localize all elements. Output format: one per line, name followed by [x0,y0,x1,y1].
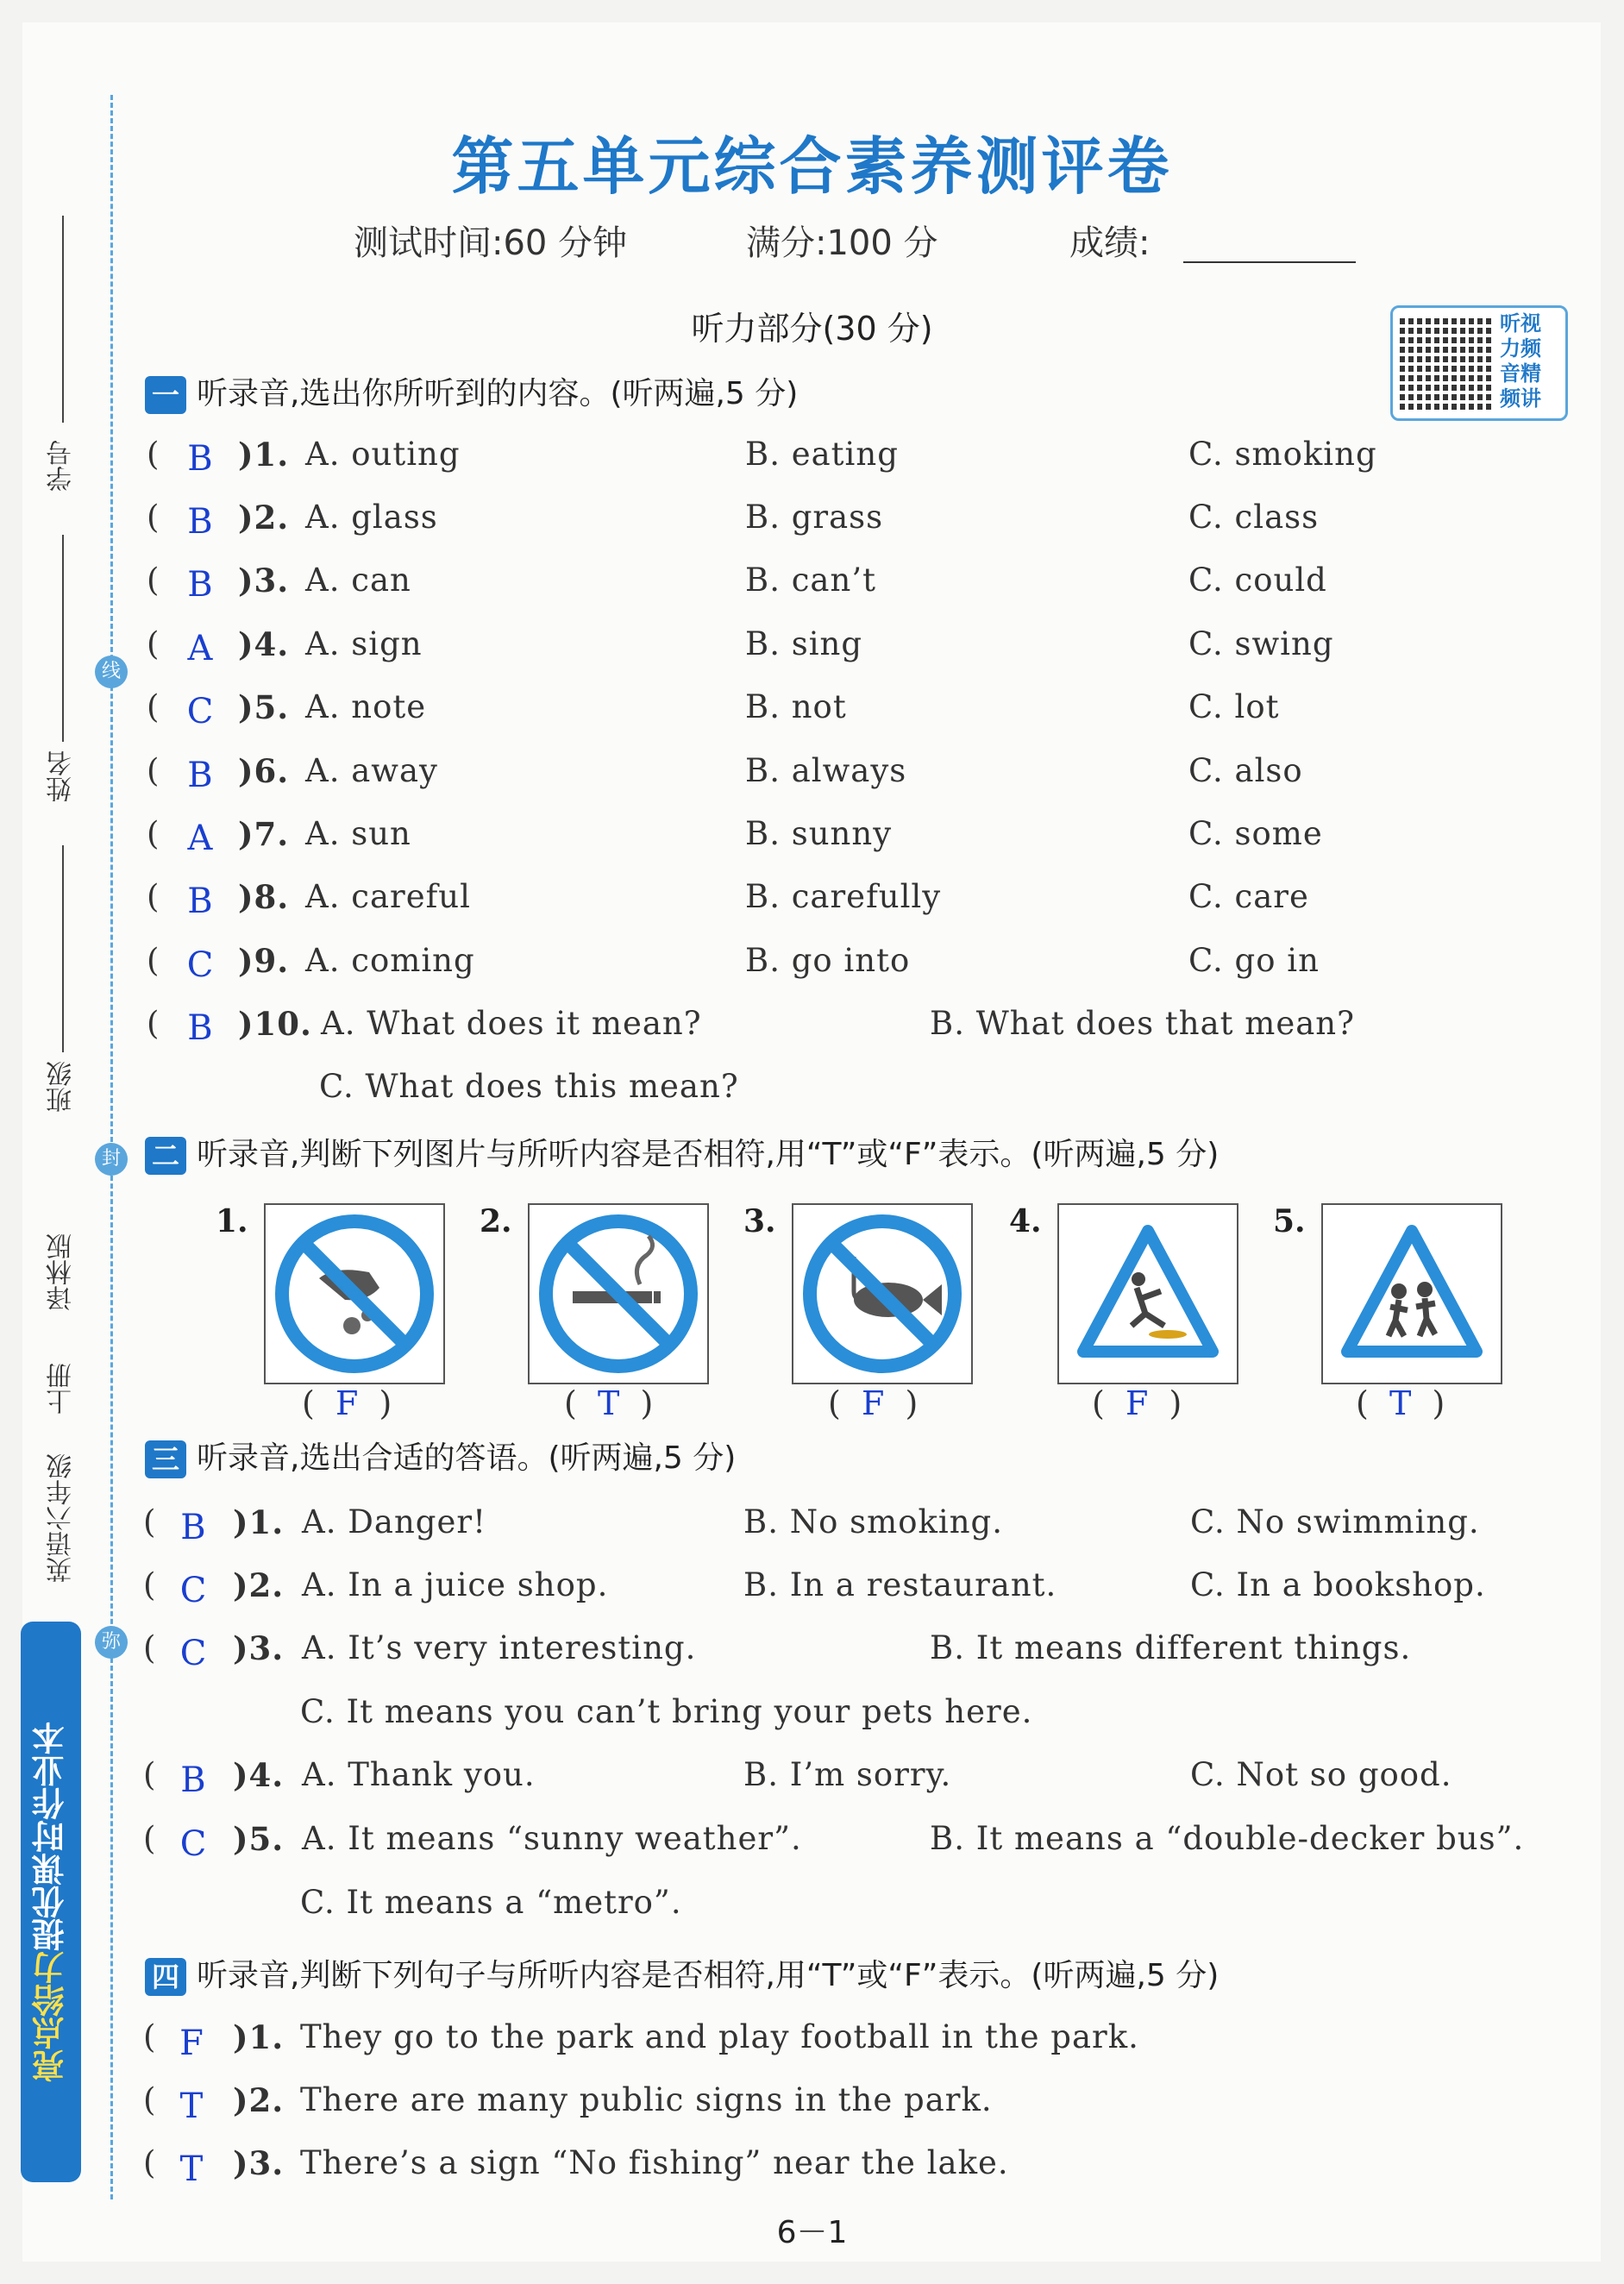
question-number: )1. [233,2018,285,2056]
sign-answer: ( F ) [302,1384,392,1422]
volume-label: 上册 [47,1363,77,1415]
mark-seal-dot: 封 [95,1143,128,1176]
qr-code-box[interactable] [1390,305,1568,421]
statement-text: There are many public signs in the park. [300,2081,993,2118]
answer-paren: ( [147,499,160,536]
option-a: A. careful [305,878,471,915]
answer-paren: ( [147,562,160,599]
question-number: )6. [238,752,290,790]
question-number: )7. [238,815,290,853]
answer-paren: ( [143,1820,156,1857]
answer-mark[interactable]: B [180,1760,206,1800]
answer-paren: ( [147,436,160,473]
option-a: A. What does it mean? [321,1005,702,1042]
answer-mark[interactable]: B [187,756,213,795]
option-a: A. sun [305,815,411,852]
brand-banner [21,1622,81,2182]
no-smoking-icon [528,1203,709,1384]
answer-paren: ( [147,878,160,915]
option-b: B. eating [745,436,899,473]
option-b: B. sing [745,625,863,662]
class-line [62,845,64,1052]
answer-paren: ( [147,625,160,662]
sign-number: 3. [743,1203,776,1239]
sign-answer: ( F ) [1092,1384,1182,1422]
option-c: C. could [1188,562,1327,599]
mark-line-dot: 线 [95,656,128,688]
option-a: A. note [305,688,427,725]
answer-mark[interactable]: A [187,819,213,858]
answer-mark[interactable]: F [179,2024,204,2063]
option-a: A. It means “sunny weather”. [302,1820,802,1857]
section4-heading [145,1951,1219,1996]
answer-mark[interactable]: B [187,502,213,542]
question-number: )3. [233,2144,285,2182]
option-c: C. Not so good. [1190,1756,1452,1793]
question-number: )8. [238,878,290,916]
sign-number: 4. [1009,1203,1042,1239]
answer-mark[interactable]: B [180,1508,206,1547]
wet-floor-icon [1057,1203,1238,1384]
answer-mark[interactable]: C [179,1824,207,1864]
answer-mark[interactable]: B [187,1008,213,1048]
option-c: C. It means a “metro”. [300,1884,682,1921]
sign-answer: ( F ) [828,1384,919,1422]
test-time: 测试时间:60 分钟 [354,223,628,263]
option-a: A. It’s very interesting. [302,1629,697,1666]
option-b: B. It means a “double-decker bus”. [930,1820,1525,1857]
option-c: C. lot [1188,688,1280,725]
brand-alt: 亮点给力 [32,1951,70,2082]
answer-paren: ( [143,1503,156,1540]
question-number: )2. [233,2081,285,2119]
option-c: C. go in [1188,942,1320,979]
score-label: 成绩: [1069,223,1151,263]
section3-badge: 三 [145,1440,186,1478]
score-blank[interactable] [1183,261,1356,263]
answer-paren: ( [147,688,160,725]
statement-text: There’s a sign “No fishing” near the lake. [300,2144,1009,2181]
grade-label: 英语六年级 [47,1453,77,1583]
answer-mark[interactable]: C [186,692,214,731]
question-number: )9. [238,942,290,980]
answer-paren: ( [147,1005,160,1042]
name-label: 姓名 [47,750,77,802]
section3-title: 听录音,选出合适的答语。(听两遍,5 分) [197,1440,737,1476]
option-a: A. away [305,752,438,789]
option-b: B. always [745,752,907,789]
answer-paren: ( [147,752,160,789]
option-b: B. can’t [745,562,876,599]
option-c: C. smoking [1188,436,1377,473]
section1-heading [145,369,798,414]
statement-text: They go to the park and play football in the park. [300,2018,1139,2055]
answer-mark[interactable]: B [187,439,213,479]
page-title: 第五单元综合素养测评卷 [451,130,1173,203]
option-a: A. Danger! [302,1503,486,1540]
answer-paren: ( [143,2081,156,2118]
option-c: C. swing [1188,625,1334,662]
question-number: )3. [238,562,290,599]
class-label: 班级 [47,1061,77,1113]
option-c: C. In a bookshop. [1190,1566,1486,1603]
page-number: 6－1 [776,2215,848,2250]
sign-answer: ( T ) [1356,1384,1445,1422]
part-title: 听力部分(30 分) [691,310,933,348]
option-b: B. What does that mean? [930,1005,1355,1042]
full-score: 满分:100 分 [746,223,938,263]
option-c: C. No swimming. [1190,1503,1480,1540]
option-a: A. can [305,562,411,599]
section3-heading [145,1434,736,1478]
question-number: )10. [238,1005,312,1043]
answer-mark[interactable]: C [179,1571,207,1610]
option-b: B. carefully [745,878,942,915]
question-number: )3. [233,1629,285,1667]
option-b: B. not [745,688,847,725]
sign-number: 5. [1273,1203,1306,1239]
option-b: B. No smoking. [743,1503,1004,1540]
answer-mark[interactable]: T [179,2086,204,2126]
section4-badge: 四 [145,1958,186,1996]
brand-main: 提优课时作业本 [32,1722,70,1951]
option-b: B. In a restaurant. [743,1566,1057,1603]
qr-text: 听视力频音精频讲 [1500,311,1541,411]
answer-paren: ( [143,1566,156,1603]
question-number: )1. [238,436,290,474]
answer-paren: ( [147,942,160,979]
no-feeding-icon [264,1203,445,1384]
answer-mark[interactable]: C [179,1634,207,1673]
section1-title: 听录音,选出你所听到的内容。(听两遍,5 分) [197,376,799,411]
question-number: )5. [233,1820,285,1858]
edition-label: 译林版 [47,1233,77,1311]
option-a: A. coming [305,942,475,979]
sign-number: 2. [480,1203,512,1239]
option-b: B. go into [745,942,911,979]
option-c: C. also [1188,752,1303,789]
question-number: )2. [233,1566,285,1604]
children-crossing-icon [1321,1203,1502,1384]
no-fishing-icon [792,1203,973,1384]
question-number: )4. [238,625,290,663]
option-b: B. grass [745,499,884,536]
option-a: A. glass [305,499,438,536]
mark-secret-dot: 弥 [95,1626,128,1659]
question-number: )2. [238,499,290,536]
option-b: B. It means different things. [930,1629,1412,1666]
answer-mark[interactable]: B [187,882,213,921]
option-a: A. outing [305,436,461,473]
answer-mark[interactable]: B [187,565,213,605]
sign-answer: ( T ) [564,1384,654,1422]
answer-paren: ( [147,815,160,852]
question-number: )4. [233,1756,285,1794]
name-line [62,535,64,742]
answer-mark[interactable]: C [186,945,214,985]
answer-mark[interactable]: T [179,2149,204,2189]
option-b: B. sunny [745,815,893,852]
option-c: C. class [1188,499,1320,536]
section1-badge: 一 [145,376,186,414]
option-c: C. care [1188,878,1309,915]
answer-paren: ( [143,2018,156,2055]
section4-title: 听录音,判断下列句子与所听内容是否相符,用“T”或“F”表示。(听两遍,5 分) [197,1958,1220,1993]
question-number: )1. [233,1503,285,1541]
answer-paren: ( [143,2144,156,2181]
option-a: A. sign [305,625,423,662]
sign-number: 1. [216,1203,248,1239]
student-id-label: 学号 [47,440,77,492]
option-a: A. In a juice shop. [302,1566,609,1603]
option-c: C. some [1188,815,1323,852]
option-c: C. What does this mean? [319,1068,739,1105]
option-c: C. It means you can’t bring your pets here. [300,1693,1033,1730]
option-a: A. Thank you. [302,1756,536,1793]
section2-title: 听录音,判断下列图片与所听内容是否相符,用“T”或“F”表示。(听两遍,5 分) [197,1137,1220,1172]
answer-paren: ( [143,1756,156,1793]
answer-mark[interactable]: A [187,629,213,668]
section2-badge: 二 [145,1137,186,1175]
option-b: B. I’m sorry. [743,1756,952,1793]
answer-paren: ( [143,1629,156,1666]
qr-code-icon [1400,315,1495,410]
section2-heading [145,1130,1219,1175]
question-number: )5. [238,688,290,726]
